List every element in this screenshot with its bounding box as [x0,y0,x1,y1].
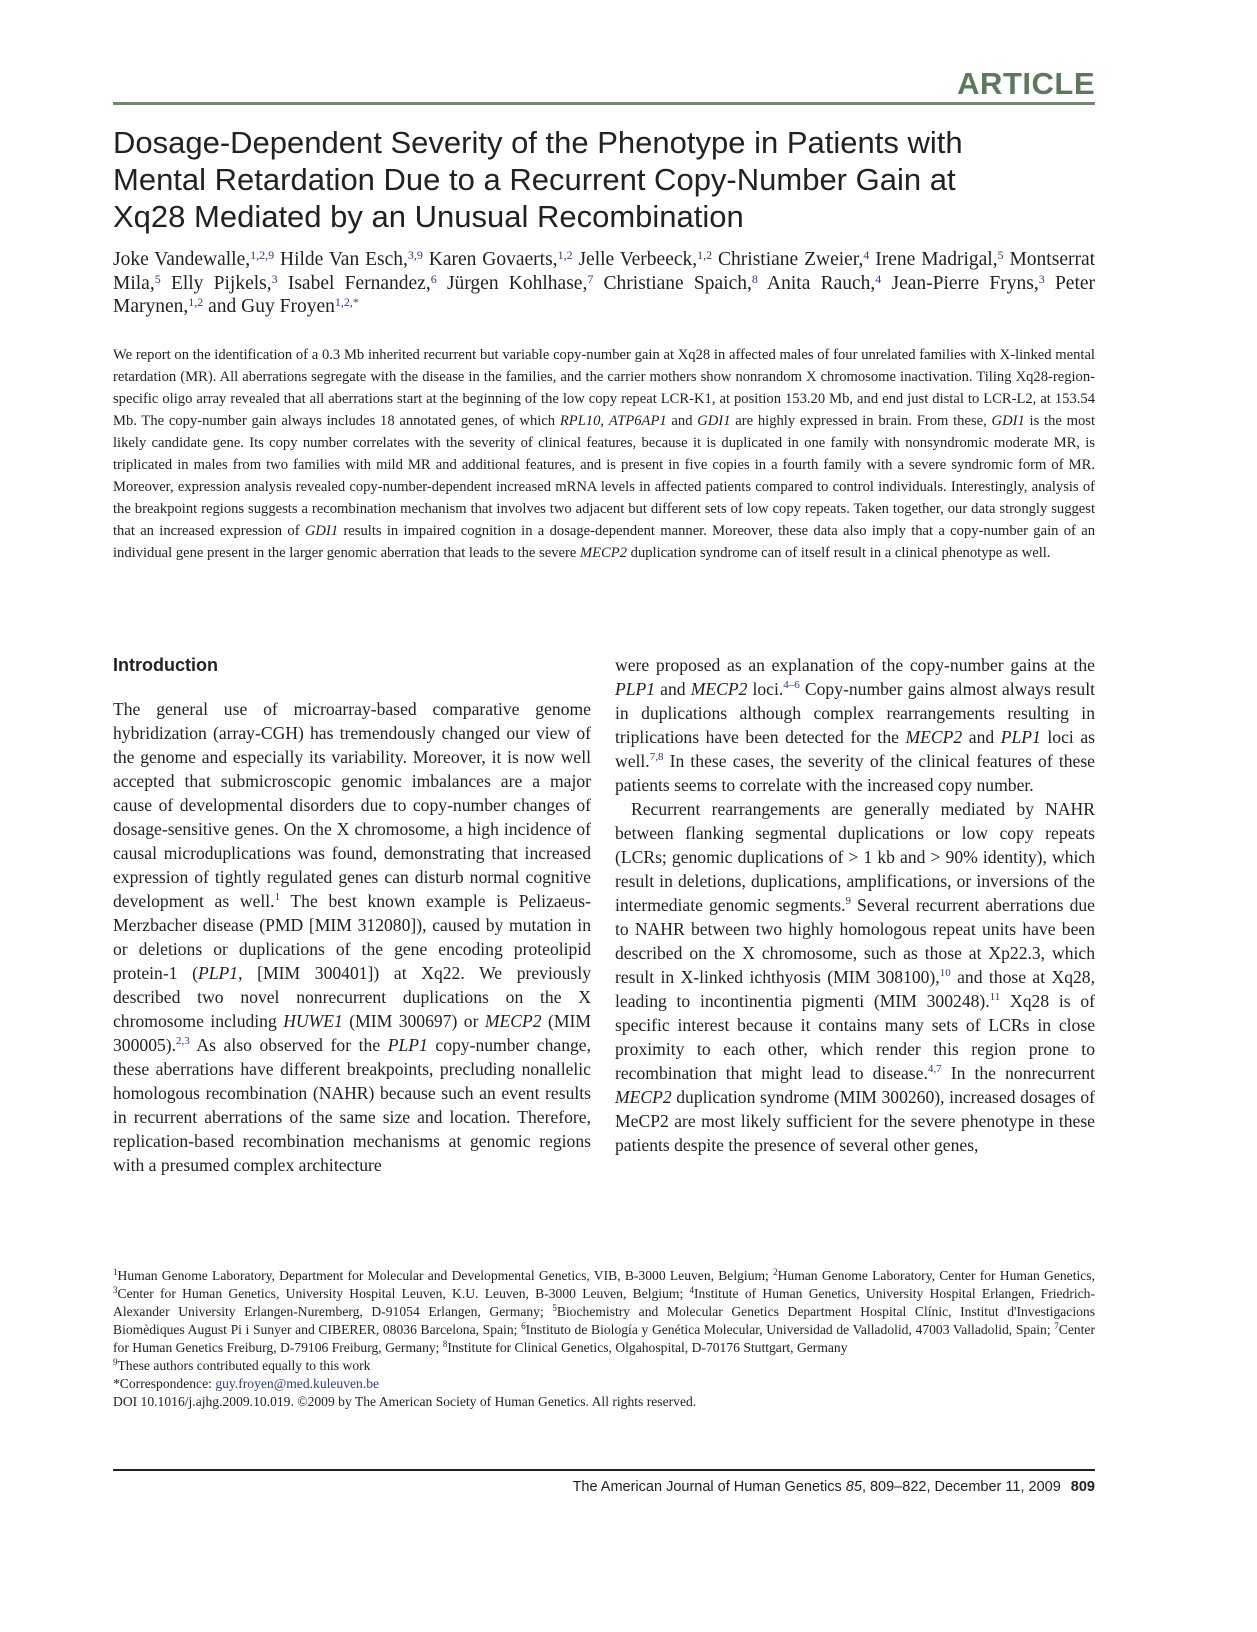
journal-footer [573,1479,1095,1495]
author-name: and Guy Froyen [208,296,335,317]
author-name: Karen Govaerts, [428,249,558,270]
gene-name: GDI1 [991,413,1025,429]
section-heading-introduction: Introduction [113,655,218,675]
author [208,296,359,317]
author-affiliation-ref: 1,2 [557,248,573,262]
gene-name: ATP6AP1 [608,413,667,429]
body-column-left [113,697,591,1177]
correspondence-email-link[interactable]: guy.froyen@med.kuleuven.be [215,1376,380,1391]
citation-ref[interactable]: 4–6 [783,679,800,691]
author-name: Peter Marynen, [113,272,1096,317]
affiliation-text: Biochemistry and Molecular Genetics Department Hospital Clínic, Institut d'Investigacions Biomèdiques August Pi i Sunyer and CIBERER, 08036 Barcelona, Spain; [113,1304,1096,1337]
author [604,273,758,294]
author-affiliation-ref: 8 [751,271,758,286]
author [767,273,881,294]
author-affiliation-ref: 4 [863,248,870,262]
author-name: Joke Vandewalle, [113,249,251,270]
gene-name: GDI1 [697,413,731,429]
author [171,273,278,294]
author [875,249,1003,270]
affiliation-number: 2 [773,1267,778,1277]
author-name: Christiane Spaich, [603,272,752,294]
paper-title: Dosage-Dependent Severity of the Phenotype in Patients with Mental Retardation Due to a Recurrent Copy-Number Gain at Xq28 Mediated by an Unusual Recombination [113,125,963,234]
equal-contribution-text: These authors contributed equally to this work [117,1358,371,1373]
author-name: Montserrat Mila, [113,249,1096,294]
author-name: Anita Rauch, [767,272,876,294]
citation-ref[interactable]: 4,7 [927,1063,942,1075]
affiliation-number: 3 [113,1285,118,1295]
citation-ref[interactable]: 9 [845,895,851,907]
citation-ref[interactable]: 2,3 [176,1035,190,1047]
header-rule [113,102,1095,105]
gene-name: MECP2 [579,545,627,561]
citation-ref[interactable]: 10 [939,967,951,979]
affiliation-text: Human Genome Laboratory, Department for Molecular and Developmental Genetics, VIB, B-3000 Leuven, Belgium; [117,1268,774,1283]
author-affiliation-ref: 3 [1038,271,1045,286]
paragraph: Recurrent rearrangements are generally mediated by NAHR between flanking segmental duplications or low copy repeats (LCRs; genomic duplications of > 1 kb and > 90% identity), which result in deletions, duplications, amplifications, or inversions of the intermediate genomic segments.$^9$ Several recurrent aberrations due to NAHR between two highly homologous repeat units have been described on the X chromosome, such as those at Xp22.3, which result in X-linked ichthyosis (MIM 308100),$^{10}$ and those at Xq28, leading to incontinentia pigmenti (MIM 300248).$^{11}$ Xq28 is of specific interest because it contains many sets of LCRs in close proximity to each other, which render this region prone to recombination that might lead to disease.$^{4,7}$ In the nonrecurrent MECP2 duplication syndrome (MIM 300260), increased dosages of MeCP2 are most likely sufficient for the severe phenotype in these patients despite the presence of several other genes, [615,799,1096,1155]
affiliation-number: 6 [521,1321,526,1331]
author-list [113,248,1095,319]
author-name: Jelle Verbeeck, [578,249,698,270]
gene-name: MECP2 [615,1087,672,1107]
affiliation-number: 4 [689,1285,694,1295]
affiliation-text: Center for Human Genetics Freiburg, D-79106 Freiburg, Germany; [113,1322,1095,1355]
author-affiliation-ref: 4 [875,271,882,286]
author-name: Hilde Van Esch, [280,249,408,270]
footer-rule [113,1469,1095,1471]
footnote-mark: 9 [113,1357,118,1367]
author [718,249,869,270]
body-column-right [615,653,1095,1157]
author-affiliation-ref: 6 [430,271,437,286]
gene-name: PLP1 [198,963,239,983]
author-name: Irene Madrigal, [875,249,998,270]
affiliation-number: 5 [552,1303,557,1313]
gene-name: MECP2 [690,679,748,699]
author [447,273,593,294]
abstract: We report on the identification of a 0.3 Mb inherited recurrent but variable copy-number gain at Xq28 in affected males of four unrelated families with X-linked mental retardation (MR). All aberrations segregate with the disease in the families, and the carrier mothers show nonrandom X chromosome inactivation. Tiling Xq28-region-specific oligo array revealed that all aberrations start at the beginning of the low copy repeat LCR-K1, at position 153.20 Mb, and end just distal to LCR-L2, at 153.54 Mb. The copy-number gain always includes 18 annotated genes, of which RPL10, ATP6AP1 and GDI1 are highly expressed in brain. From these, GDI1 is the most likely candidate gene. Its copy number correlates with the severity of clinical features, because it is duplicated in one family with nonsyndromic moderate MR, is triplicated in males from two families with mild MR and additional features, and is present in five copies in a fourth family with a severe syndromic form of MR. Moreover, expression analysis revealed copy-number-dependent increased mRNA levels in affected patients compared to control individuals. Interestingly, analysis of the breakpoint regions suggests a recombination mechanism that involves two adjacent but different sets of low copy repeats. Taken together, our data strongly suggest that an increased expression of GDI1 results in impaired cognition in a dosage-dependent manner. Moreover, these data also imply that a copy-number gain of an individual gene present in the larger genomic aberration that leads to the severe MECP2 duplication syndrome can of itself result in a clinical phenotype as well. [113,347,1096,561]
author-name: Jürgen Kohlhase, [446,272,588,294]
affiliation-number: 1 [113,1267,118,1277]
author-name: Isabel Fernandez, [287,272,431,294]
affiliation-text: Human Genome Laboratory, Center for Human Genetics, [777,1268,1095,1283]
author-name: Jean-Pierre Fryns, [891,272,1039,294]
author-affiliation-ref: 5 [154,271,161,286]
gene-name: GDI1 [304,523,339,539]
article-type-label: ARTICLE [957,66,1095,101]
gene-name: MECP2 [905,727,963,747]
author [288,273,437,294]
paragraph: were proposed as an explanation of the copy-number gains at the PLP1 and MECP2 loci.$^{4-6}$ Copy-number gains almost always result in duplications although complex rearrangements resulting in triplications have been detected for the MECP2 and PLP1 loci as well.$^{7,8}$ In these cases, the severity of the clinical features of these patients seems to correlate with the increased copy number. [615,655,1095,795]
author-affiliation-ref: 1,2,* [334,295,359,309]
author [578,249,712,270]
affiliation-text: Instituto de Biología y Genética Molecular, Universidad de Valladolid, 47003 Valladolid, Spain; [525,1322,1055,1337]
gene-name: PLP1 [387,1035,428,1055]
author-affiliation-ref: 3 [271,271,278,286]
affiliation-number: 7 [1054,1321,1059,1331]
author-affiliation-ref: 1,2 [697,248,713,262]
journal-details: , 809–822, December 11, 2009 [861,1479,1061,1495]
gene-name: RPL10 [559,413,601,429]
author [280,249,423,270]
citation-ref[interactable]: 1 [274,891,281,903]
paragraph: The general use of microarray-based comparative genome hybridization (array-CGH) has tremendously changed our view of the genome and especially its variability. Moreover, it is now well accepted that submicroscopic genomic imbalances are a major cause of developmental disorders due to copy-number changes of dosage-sensitive genes. On the X chromosome, a high incidence of causal microduplications was found, demonstrating that increased expression of tightly regulated genes can disturb normal cognitive development as well.$^1$ The best known example is Pelizaeus-Merzbacher disease (PMD [MIM 312080]), caused by mutation in or deletions or duplications of the gene encoding proteolipid protein-1 (PLP1, [MIM 300401]) at Xq22. We previously described two novel nonrecurrent duplications on the X chromosome including HUWE1 (MIM 300697) or MECP2 (MIM 300005).$^{2,3}$ As also observed for the PLP1 copy-number change, these aberrations have different breakpoints, precluding nonallelic homologous recombination (NAHR) because such an event results in recurrent aberrations of the same size and location. Therefore, replication-based recombination mechanisms at genomic regions with a presumed complex architecture [113,699,591,1175]
gene-name: HUWE1 [283,1011,343,1031]
author-affiliation-ref: 1,2 [188,295,204,309]
journal-volume: 85 [845,1479,862,1495]
affiliation-text: Center for Human Genetics, University Hospital Leuven, K.U. Leuven, B-3000 Leuven, Belgium; [117,1286,690,1301]
author-affiliation-ref: 5 [997,248,1004,262]
affiliation-text: Institute of Human Genetics, University Hospital Erlangen, Friedrich-Alexander University Erlangen-Nuremberg, D-91054 Erlangen, Germany; [113,1286,1095,1319]
citation-ref[interactable]: 7,8 [649,751,664,763]
gene-name: PLP1 [1000,727,1041,747]
author-affiliation-ref: 1,2,9 [250,248,275,262]
footnotes [113,1267,1095,1411]
author-name: Elly Pijkels, [170,272,272,294]
affiliations [113,1267,1095,1357]
author [429,249,573,270]
doi-line: DOI 10.1016/j.ajhg.2009.10.019. ©2009 by The American Society of Human Genetics. All rights reserved. [113,1394,697,1409]
author-affiliation-ref: 7 [587,271,594,286]
author-affiliation-ref: 3,9 [407,248,423,262]
gene-name: MECP2 [484,1011,542,1031]
citation-ref[interactable]: 11 [989,991,1001,1003]
author [113,249,274,270]
gene-name: PLP1 [615,679,656,699]
author-name: Christiane Zweier, [718,249,864,270]
author [891,273,1044,294]
journal-name: The American Journal of Human Genetics [572,1479,846,1495]
affiliation-number: 8 [442,1339,448,1349]
correspondence-label: *Correspondence: [113,1376,216,1391]
affiliation-text: Institute for Clinical Genetics, Olgahospital, D-70176 Stuttgart, Germany [447,1340,848,1355]
equal-contribution-note [113,1357,1095,1375]
page-number: 809 [1070,1479,1095,1495]
correspondence [113,1375,1095,1393]
